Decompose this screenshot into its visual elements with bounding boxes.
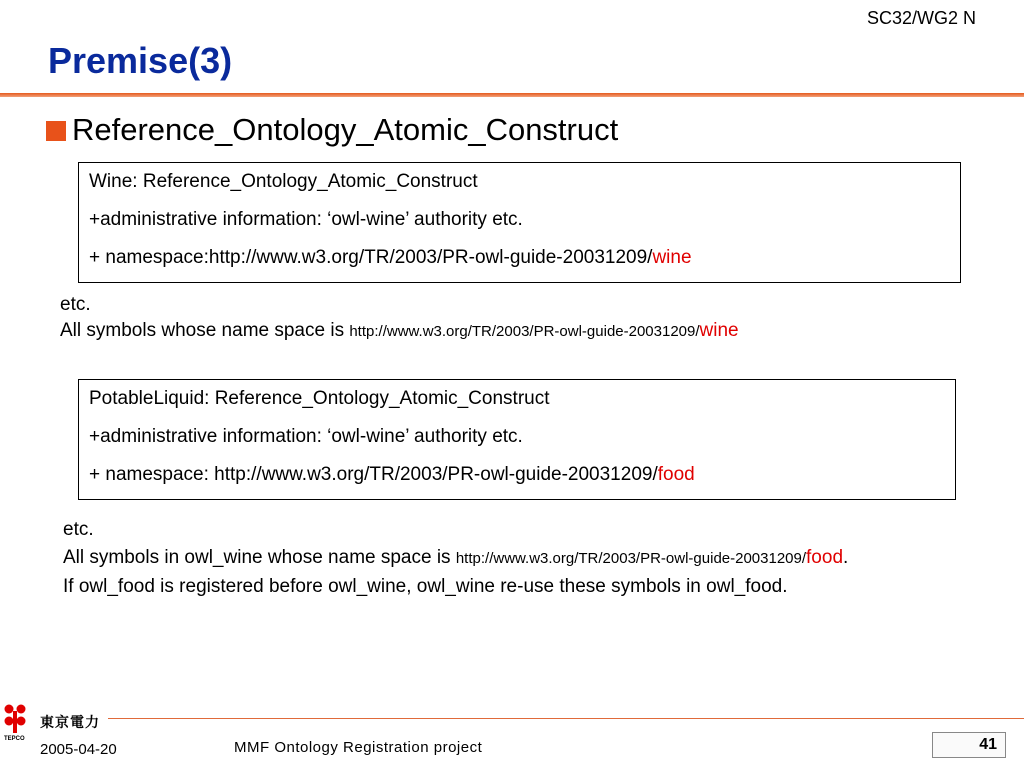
wine-box-title: Wine: Reference_Ontology_Atomic_Construct: [89, 171, 478, 192]
slide-title: Premise(3): [48, 40, 233, 81]
wine-namespace-url: + namespace:http://www.w3.org/TR/2003/PR-owl-guide-20031209/: [89, 247, 653, 268]
footer-divider: [108, 718, 1024, 719]
food-namespace-suffix: food: [657, 464, 695, 485]
wine-box-namespace: [89, 247, 950, 269]
footer-date: 2005-04-20: [40, 741, 117, 758]
food-note-url: http://www.w3.org/TR/2003/PR-owl-guide-20031209/: [455, 550, 807, 567]
wine-namespace-suffix: wine: [652, 247, 692, 268]
wine-note-url: http://www.w3.org/TR/2003/PR-owl-guide-20031209/: [349, 323, 700, 340]
section-heading-text: Reference_Ontology_Atomic_Construct: [72, 112, 619, 147]
wine-note-symbols: [60, 318, 739, 345]
wine-note-text: All symbols whose name space is: [60, 320, 350, 341]
food-note-reuse: If owl_food is registered before owl_wine, owl_wine re-use these symbols in owl_food.: [63, 576, 788, 597]
wine-note-etc: etc.: [60, 294, 91, 315]
section-heading: [46, 112, 618, 148]
title-divider: [0, 93, 1024, 97]
food-note: [63, 516, 848, 601]
logo-text: 東京電力: [40, 714, 100, 730]
food-note-period: .: [843, 547, 849, 568]
document-id: SC32/WG2 N: [866, 8, 976, 28]
food-note-text: All symbols in owl_wine whose name space is: [63, 547, 456, 568]
wine-note-suffix: wine: [699, 320, 739, 341]
logo-subtext: TEPCO: [4, 736, 25, 742]
food-namespace-url: + namespace: http://www.w3.org/TR/2003/PR-owl-guide-20031209/: [89, 464, 658, 485]
food-note-etc: etc.: [63, 519, 94, 540]
footer-project-name: MMF Ontology Registration project: [234, 739, 483, 756]
wine-box-admin-info: +administrative information: ‘owl-wine’ authority etc.: [89, 209, 523, 230]
wine-note: [60, 292, 739, 345]
potableliquid-construct-box: [78, 379, 956, 500]
potableliquid-box-admin-info: +administrative information: ‘owl-wine’ authority etc.: [89, 426, 523, 447]
potableliquid-box-namespace: [89, 464, 945, 486]
potableliquid-box-title: PotableLiquid: Reference_Ontology_Atomic_Construct: [89, 388, 550, 409]
food-note-symbols: [63, 544, 848, 573]
wine-construct-box: [78, 162, 961, 283]
square-bullet-icon: [46, 121, 66, 141]
page-number: 41: [932, 732, 1006, 758]
food-note-suffix: food: [806, 547, 844, 568]
